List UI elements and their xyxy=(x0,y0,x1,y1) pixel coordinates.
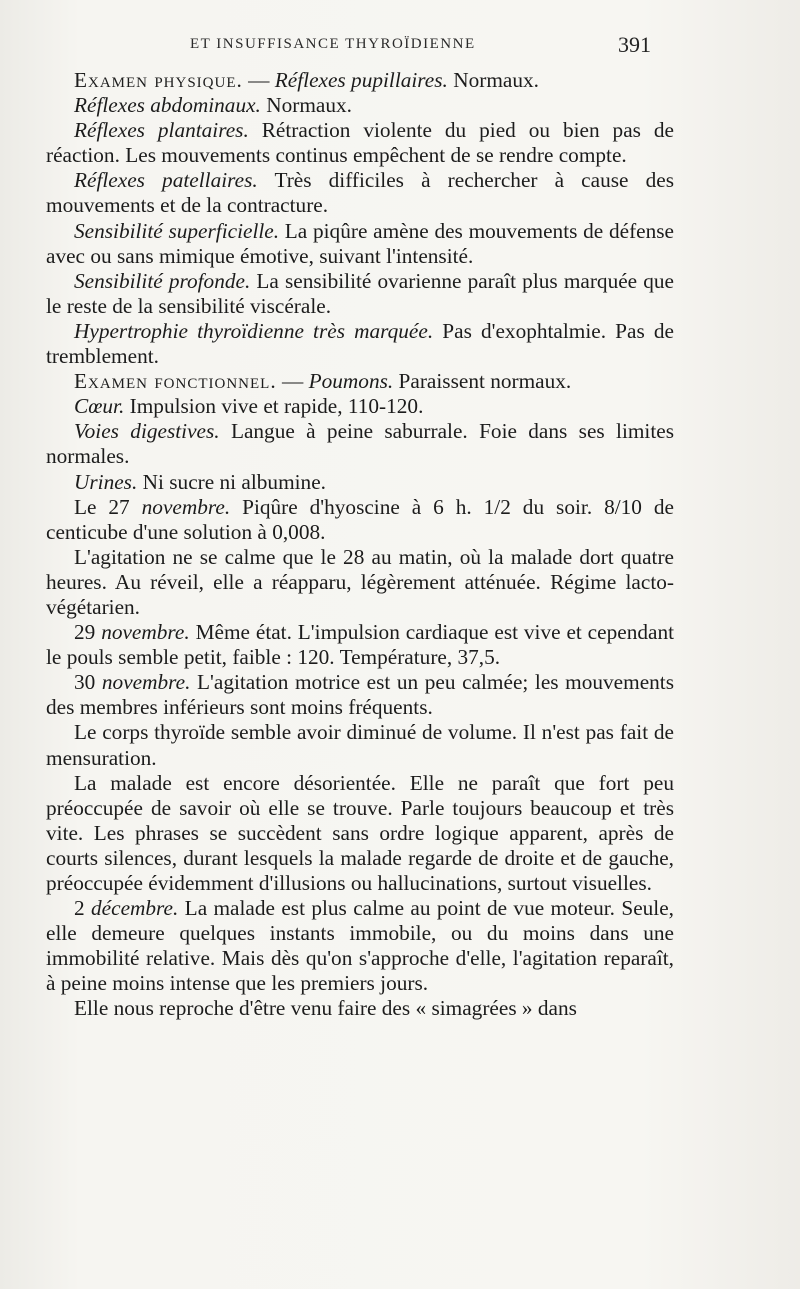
text-run: L'agitation ne se calme que le 28 au matin, où la malade dort quatre heures. Au réveil, elle a réapparu, légèrement atténuée. Régime lacto-végétarien. xyxy=(46,544,674,619)
text-run: Le corps thyroïde semble avoir diminué de volume. Il n'est pas fait de mensuration. xyxy=(46,720,674,770)
italic-text: Hypertrophie thyroïdienne très marquée. xyxy=(74,318,434,343)
text-run: Le 27 xyxy=(74,494,142,519)
text-run: La sensibilité ovarienne paraît plus marquée que le reste de la sensibilité viscérale. xyxy=(46,268,674,318)
italic-text: Sensibilité superficielle. xyxy=(74,218,280,243)
paragraph xyxy=(46,93,674,118)
paragraph xyxy=(46,670,674,720)
text-run: Rétraction violente du pied ou bien pas de réaction. Les mouvements continus empêchent de se rendre compte. xyxy=(46,118,674,168)
paragraph xyxy=(46,68,674,93)
italic-text: décembre. xyxy=(91,896,179,921)
text-run: — xyxy=(242,68,275,92)
small-caps-heading: Examen physique. xyxy=(74,68,243,92)
paragraph xyxy=(46,896,674,996)
italic-text: Sensibilité profonde. xyxy=(74,268,251,293)
text-run: L'agitation motrice est un peu calmée; les mouvements des membres inférieurs sont moins fréquents. xyxy=(46,670,674,720)
italic-text: Réflexes pupillaires. xyxy=(274,68,448,92)
page-number: 391 xyxy=(618,32,651,57)
paragraph xyxy=(46,996,674,1021)
page-header xyxy=(0,30,800,60)
text-run: 29 xyxy=(74,620,102,645)
italic-text: Cœur. xyxy=(74,394,125,419)
text-run: La malade est encore désorientée. Elle ne paraît que fort peu préoccupée de savoir où elle se trouve. Parle toujours beaucoup et très vite. Les phrases se succèdent sans ordre logique apparent, après de courts silences, durant lesquels la malade regarde de droite et de gauche, préoccupée évidemment d'illusions ou hallucinations, surtout visuelles. xyxy=(46,770,674,895)
body-text xyxy=(46,68,674,1022)
text-run: Normaux. xyxy=(447,68,539,92)
italic-text: novembre. xyxy=(101,620,190,645)
text-run: Même état. L'impulsion cardiaque est vive et cependant le pouls semble petit, faible : 120. Température, 37,5. xyxy=(46,620,675,670)
italic-text: Réflexes plantaires. xyxy=(74,118,249,143)
paragraph xyxy=(46,219,674,269)
running-title: ET INSUFFISANCE THYROÏDIENNE xyxy=(190,36,476,52)
italic-text: novembre. xyxy=(101,670,191,695)
text-run: La malade est plus calme au point de vue moteur. Seule, elle demeure quelques instants immobile, ou du moins dans une immobilité relative. Mais dès qu'on s'approche d'elle, l'agitation reparaît, à peine moins intense que les premiers jours. xyxy=(46,896,675,996)
text-run: Normaux. xyxy=(260,93,352,118)
italic-text: novembre. xyxy=(141,494,231,519)
paragraph xyxy=(46,269,674,319)
text-run: 30 xyxy=(74,670,102,695)
paragraph xyxy=(46,495,674,545)
text-run: Piqûre d'hyoscine à 6 h. 1/2 du soir. 8/10 de centicube d'une solution à 0,008. xyxy=(46,494,674,544)
italic-text: Urines. xyxy=(74,469,138,494)
text-run: — xyxy=(276,369,309,394)
text-run: Paraissent normaux. xyxy=(393,369,572,394)
paragraph xyxy=(46,771,674,896)
text-run: Ni sucre ni albumine. xyxy=(137,469,326,494)
italic-text: Poumons. xyxy=(308,369,394,394)
text-run: La piqûre amène des mouvements de défense avec ou sans mimique émotive, suivant l'intensité. xyxy=(46,218,675,268)
paragraph xyxy=(46,394,674,419)
text-run: Impulsion vive et rapide, 110-120. xyxy=(124,394,424,419)
paragraph xyxy=(46,720,674,770)
paragraph xyxy=(46,419,674,469)
paragraph xyxy=(46,168,674,218)
text-run: Pas d'exophtalmie. Pas de tremblement. xyxy=(46,318,674,369)
text-run: Elle nous reproche d'être venu faire des « simagrées » dans xyxy=(74,996,577,1021)
paragraph xyxy=(46,118,674,168)
paragraph xyxy=(46,470,674,495)
paragraph xyxy=(46,620,674,670)
italic-text: Voies digestives. xyxy=(74,419,220,444)
text-run: Langue à peine saburrale. Foie dans ses limites normales. xyxy=(46,419,675,469)
paragraph xyxy=(46,319,674,369)
small-caps-heading: Examen fonctionnel. xyxy=(74,369,277,394)
paragraph xyxy=(46,545,674,620)
paragraph xyxy=(46,369,674,394)
text-run: Très difficiles à rechercher à cause des mouvements et de la contracture. xyxy=(46,168,674,218)
italic-text: Réflexes patellaires. xyxy=(74,168,258,193)
text-run: 2 xyxy=(74,896,92,921)
italic-text: Réflexes abdominaux. xyxy=(74,93,261,118)
